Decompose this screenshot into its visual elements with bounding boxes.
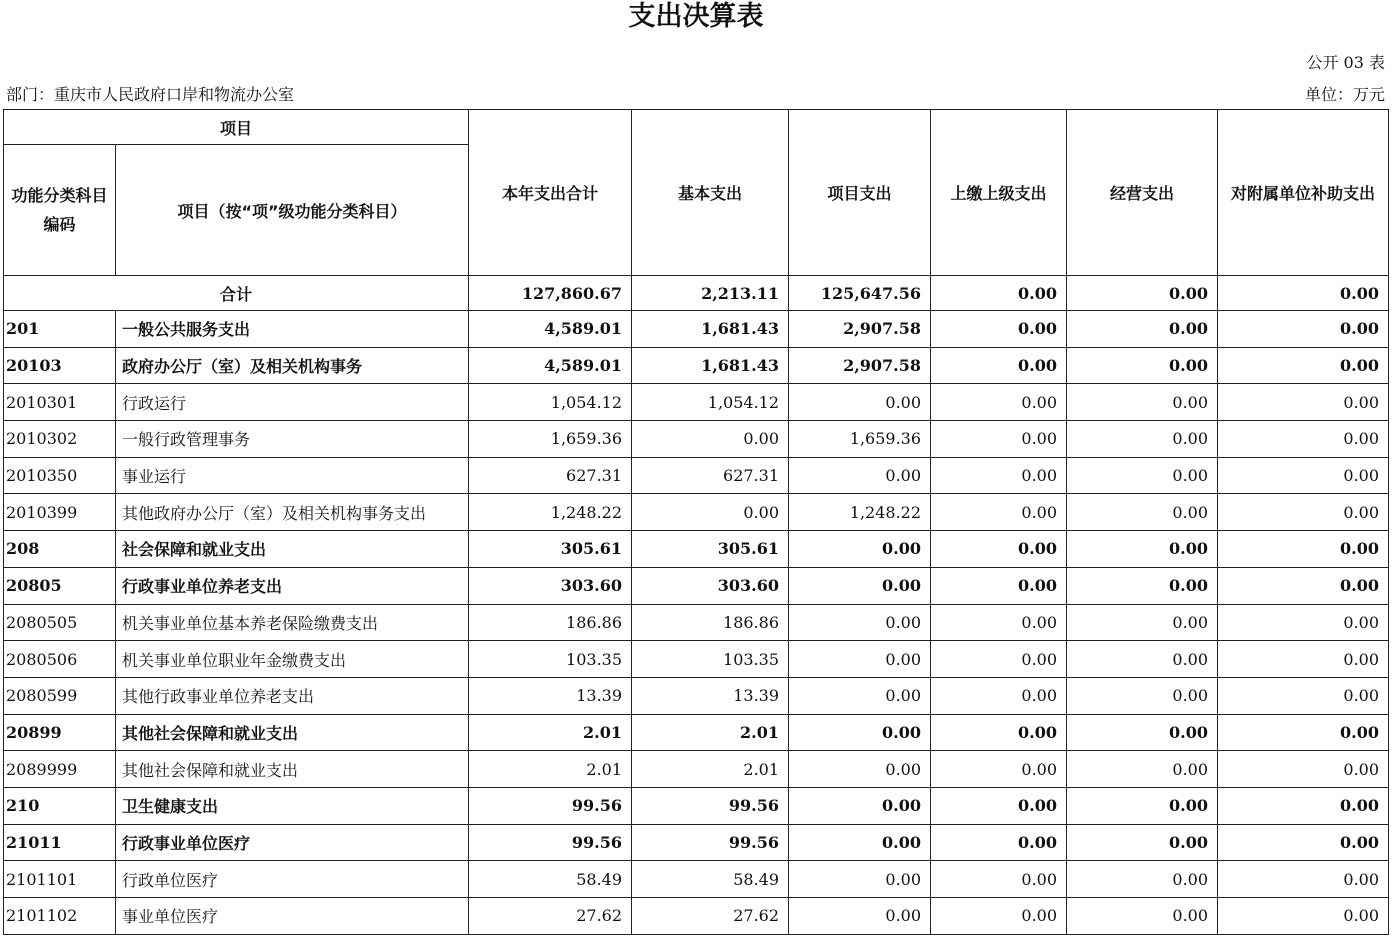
total-cell: 127,860.67 (469, 276, 632, 311)
function-code-cell: 2010350 (4, 457, 116, 494)
amount-cell: 0.00 (1067, 787, 1218, 824)
function-code-cell: 2101102 (4, 898, 116, 935)
item-name-cell: 政府办公厅（室）及相关机构事务 (116, 347, 469, 384)
amount-cell: 0.00 (931, 898, 1067, 935)
amount-cell: 1,248.22 (469, 494, 632, 531)
total-cell: 0.00 (1218, 276, 1389, 311)
amount-cell: 0.00 (1067, 898, 1218, 935)
table-row (4, 531, 1389, 568)
amount-cell: 27.62 (469, 898, 632, 935)
function-code-cell: 2089999 (4, 751, 116, 788)
function-code-cell: 2010301 (4, 384, 116, 421)
amount-cell: 0.00 (789, 567, 931, 604)
amount-cell: 0.00 (789, 384, 931, 421)
amount-cell: 0.00 (931, 384, 1067, 421)
amount-cell: 4,589.01 (469, 347, 632, 384)
header-project: 项目支出 (789, 110, 931, 276)
total-cell: 2,213.11 (632, 276, 789, 311)
amount-cell: 0.00 (1218, 311, 1389, 348)
function-code-cell: 2010302 (4, 421, 116, 458)
amount-cell: 627.31 (469, 457, 632, 494)
table-row (4, 457, 1389, 494)
amount-cell: 0.00 (632, 494, 789, 531)
amount-cell: 0.00 (1218, 714, 1389, 751)
amount-cell: 0.00 (931, 861, 1067, 898)
amount-cell: 0.00 (931, 311, 1067, 348)
table-row (4, 311, 1389, 348)
amount-cell: 0.00 (789, 861, 931, 898)
amount-cell: 103.35 (469, 641, 632, 678)
amount-cell: 1,659.36 (469, 421, 632, 458)
amount-cell: 0.00 (1067, 347, 1218, 384)
item-name-cell: 社会保障和就业支出 (116, 531, 469, 568)
amount-cell: 0.00 (1218, 457, 1389, 494)
total-cell: 0.00 (1067, 276, 1218, 311)
function-code-cell: 21011 (4, 824, 116, 861)
function-code-cell: 2101101 (4, 861, 116, 898)
table-row (4, 751, 1389, 788)
amount-cell: 99.56 (469, 824, 632, 861)
amount-cell: 0.00 (1067, 751, 1218, 788)
amount-cell: 13.39 (469, 677, 632, 714)
amount-cell: 0.00 (931, 494, 1067, 531)
header-item-name: 项目（按“项”级功能分类科目） (116, 145, 469, 276)
function-code-cell: 2080599 (4, 677, 116, 714)
amount-cell: 0.00 (931, 421, 1067, 458)
amount-cell: 0.00 (1067, 677, 1218, 714)
table-row (4, 567, 1389, 604)
item-name-cell: 行政事业单位医疗 (116, 824, 469, 861)
item-name-cell: 事业运行 (116, 457, 469, 494)
item-name-cell: 事业单位医疗 (116, 898, 469, 935)
table-row (4, 861, 1389, 898)
function-code-cell: 2080505 (4, 604, 116, 641)
header-item: 项目 (4, 110, 469, 145)
amount-cell: 0.00 (1218, 567, 1389, 604)
function-code-cell: 210 (4, 787, 116, 824)
amount-cell: 13.39 (632, 677, 789, 714)
amount-cell: 0.00 (789, 787, 931, 824)
item-name-cell: 其他政府办公厅（室）及相关机构事务支出 (116, 494, 469, 531)
header-upper: 上缴上级支出 (931, 110, 1067, 276)
total-label: 合计 (4, 276, 469, 311)
amount-cell: 1,681.43 (632, 311, 789, 348)
table-row (4, 824, 1389, 861)
form-number: 公开 03 表 (1306, 53, 1385, 72)
amount-cell: 0.00 (789, 824, 931, 861)
table-row (4, 347, 1389, 384)
header-subsidy: 对附属单位补助支出 (1218, 110, 1389, 276)
amount-cell: 305.61 (469, 531, 632, 568)
amount-cell: 0.00 (1067, 457, 1218, 494)
amount-cell: 0.00 (931, 604, 1067, 641)
function-code-cell: 2010399 (4, 494, 116, 531)
table-row (4, 421, 1389, 458)
item-name-cell: 其他社会保障和就业支出 (116, 714, 469, 751)
amount-cell: 58.49 (469, 861, 632, 898)
amount-cell: 0.00 (1218, 861, 1389, 898)
amount-cell: 0.00 (931, 531, 1067, 568)
amount-cell: 0.00 (931, 567, 1067, 604)
amount-cell: 0.00 (931, 714, 1067, 751)
amount-cell: 0.00 (1067, 641, 1218, 678)
table-row (4, 898, 1389, 935)
amount-cell: 0.00 (1067, 824, 1218, 861)
item-name-cell: 行政运行 (116, 384, 469, 421)
item-name-cell: 行政事业单位养老支出 (116, 567, 469, 604)
amount-cell: 2.01 (632, 751, 789, 788)
header-basic: 基本支出 (632, 110, 789, 276)
amount-cell: 303.60 (632, 567, 789, 604)
amount-cell: 0.00 (789, 604, 931, 641)
amount-cell: 0.00 (1067, 421, 1218, 458)
item-name-cell: 一般公共服务支出 (116, 311, 469, 348)
amount-cell: 0.00 (1218, 421, 1389, 458)
amount-cell: 0.00 (789, 457, 931, 494)
amount-cell: 0.00 (789, 641, 931, 678)
amount-cell: 0.00 (1218, 898, 1389, 935)
amount-cell: 2.01 (632, 714, 789, 751)
function-code-cell: 20899 (4, 714, 116, 751)
amount-cell: 0.00 (789, 531, 931, 568)
amount-cell: 186.86 (469, 604, 632, 641)
amount-cell: 186.86 (632, 604, 789, 641)
amount-cell: 303.60 (469, 567, 632, 604)
amount-cell: 0.00 (1067, 604, 1218, 641)
amount-cell: 0.00 (1218, 751, 1389, 788)
function-code-cell: 20805 (4, 567, 116, 604)
amount-cell: 99.56 (632, 787, 789, 824)
amount-cell: 0.00 (1218, 641, 1389, 678)
department-label: 部门：重庆市人民政府口岸和物流办公室 (6, 85, 295, 104)
table-row (4, 641, 1389, 678)
amount-cell: 0.00 (1218, 531, 1389, 568)
amount-cell: 0.00 (1067, 714, 1218, 751)
amount-cell: 1,659.36 (789, 421, 931, 458)
table-row (4, 604, 1389, 641)
amount-cell: 99.56 (632, 824, 789, 861)
function-code-cell: 201 (4, 311, 116, 348)
header-total: 本年支出合计 (469, 110, 632, 276)
item-name-cell: 其他社会保障和就业支出 (116, 751, 469, 788)
amount-cell: 2.01 (469, 714, 632, 751)
amount-cell: 0.00 (1218, 677, 1389, 714)
amount-cell: 1,248.22 (789, 494, 931, 531)
total-cell: 0.00 (931, 276, 1067, 311)
amount-cell: 0.00 (1218, 384, 1389, 421)
amount-cell: 0.00 (789, 714, 931, 751)
item-name-cell: 机关事业单位职业年金缴费支出 (116, 641, 469, 678)
amount-cell: 2,907.58 (789, 347, 931, 384)
amount-cell: 0.00 (931, 751, 1067, 788)
table-row (4, 384, 1389, 421)
amount-cell: 0.00 (931, 457, 1067, 494)
amount-cell: 0.00 (1067, 861, 1218, 898)
amount-cell: 0.00 (632, 421, 789, 458)
amount-cell: 0.00 (1067, 311, 1218, 348)
amount-cell: 627.31 (632, 457, 789, 494)
amount-cell: 0.00 (931, 677, 1067, 714)
amount-cell: 2,907.58 (789, 311, 931, 348)
unit-label: 单位：万元 (1304, 85, 1385, 104)
page-title: 支出决算表 (628, 1, 764, 32)
amount-cell: 0.00 (789, 898, 931, 935)
amount-cell: 1,681.43 (632, 347, 789, 384)
amount-cell: 2.01 (469, 751, 632, 788)
table-row (4, 494, 1389, 531)
amount-cell: 0.00 (789, 677, 931, 714)
item-name-cell: 卫生健康支出 (116, 787, 469, 824)
amount-cell: 0.00 (931, 787, 1067, 824)
expenditure-table (3, 109, 1389, 935)
header-business: 经营支出 (1067, 110, 1218, 276)
item-name-cell: 一般行政管理事务 (116, 421, 469, 458)
total-cell: 125,647.56 (789, 276, 931, 311)
amount-cell: 1,054.12 (469, 384, 632, 421)
table-row (4, 714, 1389, 751)
item-name-cell: 机关事业单位基本养老保险缴费支出 (116, 604, 469, 641)
header-code: 功能分类科目编码 (4, 145, 116, 276)
amount-cell: 0.00 (1218, 787, 1389, 824)
amount-cell: 305.61 (632, 531, 789, 568)
amount-cell: 0.00 (931, 824, 1067, 861)
item-name-cell: 其他行政事业单位养老支出 (116, 677, 469, 714)
amount-cell: 0.00 (931, 347, 1067, 384)
amount-cell: 4,589.01 (469, 311, 632, 348)
item-name-cell: 行政单位医疗 (116, 861, 469, 898)
table-row (4, 677, 1389, 714)
amount-cell: 103.35 (632, 641, 789, 678)
amount-cell: 58.49 (632, 861, 789, 898)
amount-cell: 0.00 (1218, 824, 1389, 861)
function-code-cell: 20103 (4, 347, 116, 384)
amount-cell: 0.00 (1067, 567, 1218, 604)
amount-cell: 0.00 (1218, 604, 1389, 641)
function-code-cell: 208 (4, 531, 116, 568)
total-row (4, 276, 1389, 311)
function-code-cell: 2080506 (4, 641, 116, 678)
amount-cell: 27.62 (632, 898, 789, 935)
amount-cell: 0.00 (1067, 531, 1218, 568)
amount-cell: 0.00 (931, 641, 1067, 678)
amount-cell: 0.00 (789, 751, 931, 788)
amount-cell: 0.00 (1218, 347, 1389, 384)
amount-cell: 0.00 (1067, 494, 1218, 531)
amount-cell: 1,054.12 (632, 384, 789, 421)
table-row (4, 787, 1389, 824)
amount-cell: 0.00 (1218, 494, 1389, 531)
amount-cell: 99.56 (469, 787, 632, 824)
amount-cell: 0.00 (1067, 384, 1218, 421)
